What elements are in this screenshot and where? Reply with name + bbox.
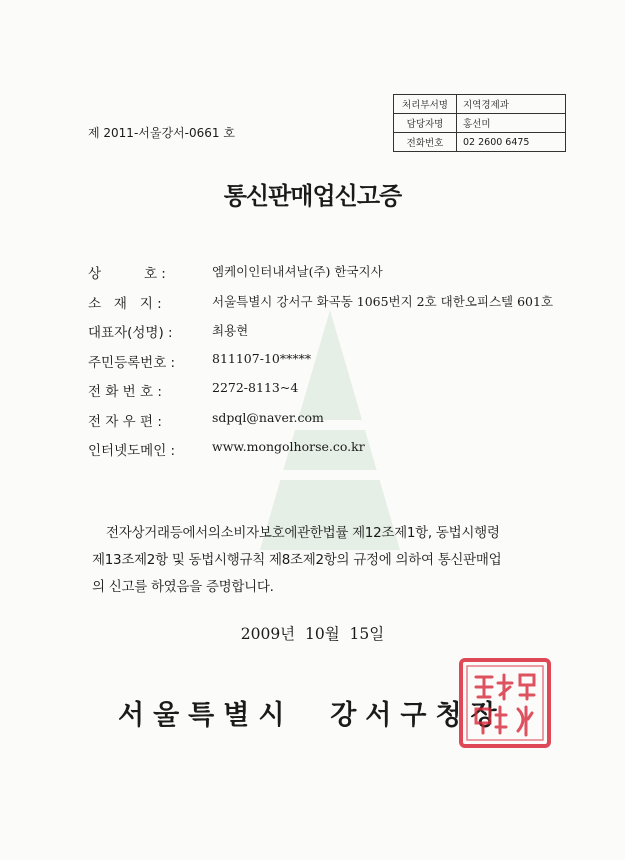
statement-line: 전자상거래등에서의소비자보호에관한법률 제12조제1항, 동법시행령	[106, 525, 500, 541]
table-row	[394, 95, 566, 114]
field-label: 소 재 지 :	[88, 295, 162, 312]
field-label: 인터넷도메인 :	[88, 443, 176, 459]
field-value: www.mongolhorse.co.kr	[212, 439, 365, 454]
document-number: 제 2011-서울강서-0661 호	[88, 126, 235, 140]
field-value: sdpql@naver.com	[212, 409, 324, 425]
dept-value: 지역경제과	[457, 95, 566, 114]
handling-info-table	[393, 94, 566, 152]
issuer-name: 서울특별시 강서구청장	[118, 700, 506, 731]
phone-label: 전화번호	[394, 133, 457, 152]
staff-label: 담당자명	[394, 114, 457, 133]
statement-line: 제13조제2항 및 동법시행규칙 제8조제2항의 규정에 의하여 통신판매업	[92, 552, 502, 568]
table-row	[394, 114, 566, 133]
issue-date: 2009년 10월 15일	[240, 625, 385, 643]
certificate-title: 통신판매업신고증	[223, 182, 402, 210]
statement-line: 의 신고를 하였음을 증명합니다.	[92, 579, 274, 595]
phone-value: 02 2600 6475	[457, 133, 566, 152]
table-row	[394, 133, 566, 152]
dept-label: 처리부서명	[394, 95, 457, 114]
certification-statement	[92, 520, 572, 601]
field-value: 최용현	[212, 323, 249, 338]
field-label: 상 호 :	[88, 266, 166, 282]
field-value: 2272-8113~4	[212, 380, 299, 395]
staff-value: 홍선미	[457, 114, 566, 133]
field-value: 서울특별시 강서구 화곡동 1065번지 2호 대한오피스텔 601호	[212, 293, 554, 309]
field-value: 811107-10*****	[212, 350, 312, 366]
field-label: 전 자 우 편 :	[88, 413, 162, 430]
field-label: 주민등록번호 :	[88, 354, 176, 371]
field-label: 전 화 번 호 :	[88, 384, 162, 400]
field-label: 대표자(성명) :	[88, 325, 173, 341]
field-value: 엠케이인터내셔날(주) 한국지사	[212, 264, 383, 279]
official-seal-icon	[458, 657, 552, 749]
